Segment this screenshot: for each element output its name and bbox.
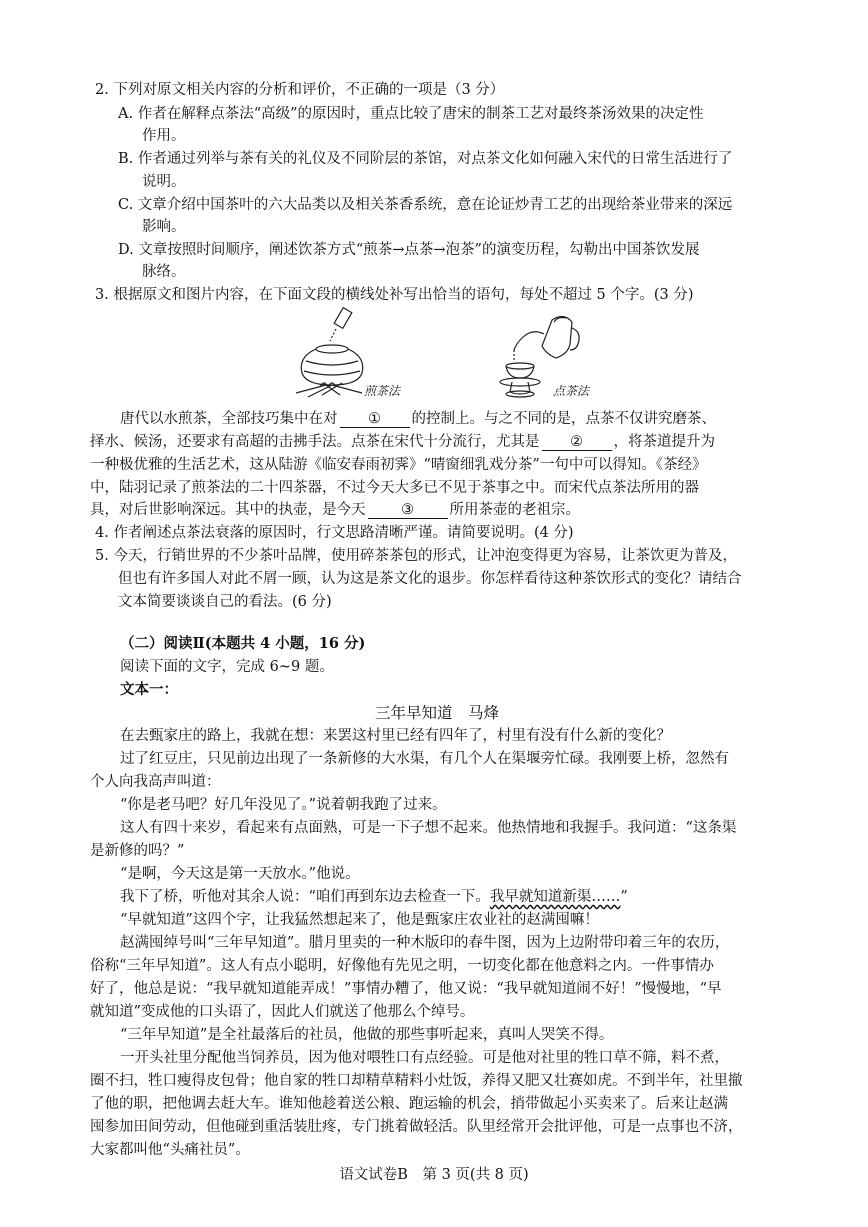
q3-passage-line-1 [120,409,716,429]
story-line: “三年早知道”是全社最落后的社员，他做的那些事听起来，真叫人哭笑不得。 [120,1027,614,1043]
text-label: 文本一： [120,681,178,698]
q2-stem: 2. 下列对原文相关内容的分析和评价，不正确的一项是（3 分） [95,82,505,98]
passage-text: 具，对后世影响深远。其中的执壶，是今天 [90,502,366,518]
q3-passage-line-4: 中，陆羽记录了煎茶法的二十四茶器，不过今天大多已不见于茶事之中。而宋代点茶法所用的器 [90,480,699,496]
q2-option-b: B. 作者通过列举与茶有关的礼仪及不同阶层的茶馆，对点茶文化如何融入宋代的日常生活进行了 [118,151,733,167]
story-line: 圈不扫，牲口瘦得皮包骨；他自家的牲口却精草精料小灶饭，养得又肥又壮赛如虎。不到半年，社里撤 [90,1073,743,1089]
story-line: 是新修的吗？” [90,843,185,859]
q5-line-1: 5. 今天，行销世界的不少茶叶品牌，使用碎茶茶包的形式，让冲泡变得更为容易，让茶饮更为普及， [95,548,737,564]
passage-text: 唐代以水煎茶，全部技巧集中在对 [120,411,338,427]
passage-text: 的控制上。与之不同的是，点茶不仅讲究磨茶、 [411,411,716,427]
q3-stem: 3. 根据原文和图片内容，在下面文段的横线处补写出恰当的语句，每处不超过 5 个字。(3 分) [95,287,694,303]
passage-text: ，将茶道提升为 [613,434,715,450]
story-line: 这人有四十来岁，看起来有点面熟，可是一下子想不起来。他热情地和我握手。我问道：“这条渠 [120,820,737,836]
q4-stem: 4. 作者阐述点茶法衰落的原因时，行文思路清晰严谨。请简要说明。(4 分) [95,525,574,541]
blank-1[interactable]: ① [340,411,410,428]
story-line: “是啊，今天这是第一天放水。”他说。 [120,866,360,882]
story-title: 三年早知道 马烽 [375,704,500,722]
story-line: 了他的职，把他调去赶大车。谁知他趁着送公粮、跑运输的机会，捎带做起小买卖来了。后来让赵满 [90,1096,728,1112]
story-text: ” [620,889,628,905]
story-line: 俗称“三年早知道”。这人有点小聪明，好像他有先见之明，一切变化都在他意料之内。一件事情办 [90,958,714,974]
passage-text: 择水、候汤，还要求有高超的击拂手法。点茶在宋代十分流行，尤其是 [90,434,540,450]
blank-3[interactable]: ③ [368,502,448,519]
section-heading: （二）阅读Ⅱ(本题共 4 小题，16 分) [120,635,366,652]
q2-option-a-cont: 作用。 [142,128,186,144]
q3-passage-line-5 [90,500,580,520]
blank-2[interactable]: ② [542,434,612,451]
q2-option-a: A. 作者在解释点茶法“高级”的原因时，重点比较了唐宋的制茶工艺对最终茶汤效果的决定性 [118,106,704,122]
boiled-tea-illustration [292,305,372,400]
wavy-underlined-text: 我早就知道新渠…… [489,889,621,905]
story-line: 个人向我高声叫道： [90,774,221,790]
q2-option-c: C. 文章介绍中国茶叶的六大品类以及相关茶香系统，意在论证炒青工艺的出现给茶业带来的深远 [118,197,733,213]
q3-passage-line-2 [90,432,715,452]
q2-option-d: D. 文章按照时间顺序，阐述饮茶方式“煎茶→点茶→泡茶”的演变历程，勾勒出中国茶饮发展 [118,242,700,258]
page-footer: 语文试卷B 第 3 页(共 8 页) [339,1167,529,1183]
q3-passage-line-3: 一种极优雅的生活艺术，这从陆游《临安春雨初霁》“晴窗细乳戏分茶”一句中可以得知。《茶经》 [90,457,707,473]
story-line: 囤参加田间劳动，但他碰到重活装肚疼，专门挑着做轻活。队里经常开会批评他，可是一点事也不济， [90,1119,743,1135]
story-line: “你是老马吧？好几年没见了。”说着朝我跑了过来。 [120,797,447,813]
q2-option-b-cont: 说明。 [142,174,186,190]
story-line: 过了红豆庄，只见前边出现了一条新修的大水渠，有几个人在渠堰旁忙碌。我刚要上桥，忽然有 [120,751,729,767]
fig1-label: 煎茶法 [364,384,401,398]
story-line [120,887,628,907]
q5-line-3: 文本简要谈谈自己的看法。(6 分) [118,594,332,610]
story-line: 一开头社里分配他当饲养员，因为他对喂牲口有点经验。可是他对社里的牲口草不筛，料不煮， [120,1050,729,1066]
fig2-label: 点茶法 [553,384,590,398]
story-line: 在去甄家庄的路上，我就在想：来罢这村里已经有四年了，村里有没有什么新的变化？ [120,728,671,744]
story-line: 大家都叫他“头痛社员”。 [90,1142,250,1158]
section-instruction: 阅读下面的文字，完成 6~9 题。 [120,659,334,675]
q5-line-2: 但也有许多国人对此不屑一顾，认为这是茶文化的退步。你怎样看待这种茶饮形式的变化？请结合 [118,571,742,587]
story-line: 赵满囤绰号叫“三年早知道”。腊月里卖的一种木版印的春牛图，因为上边附带印着三年的农历， [120,935,730,951]
story-line: 好了，他总是说：“我早就知道能弄成！”事情办糟了，他又说：“我早就知道闹不好！”慢慢地，“早 [90,981,722,997]
story-line: “早就知道”这四个字，让我猛然想起来了，他是甄家庄农业社的赵满囤嘛！ [120,912,599,928]
q2-option-d-cont: 脉络。 [142,264,186,280]
story-text: 我下了桥，听他对其余人说：“咱们再到东边去检查一下。 [120,889,490,905]
story-line: 就知道”变成他的口头语了，因此人们就送了他那么个绰号。 [90,1004,475,1020]
passage-text: 所用茶壶的老祖宗。 [449,502,580,518]
q2-option-c-cont: 影响。 [142,219,186,235]
